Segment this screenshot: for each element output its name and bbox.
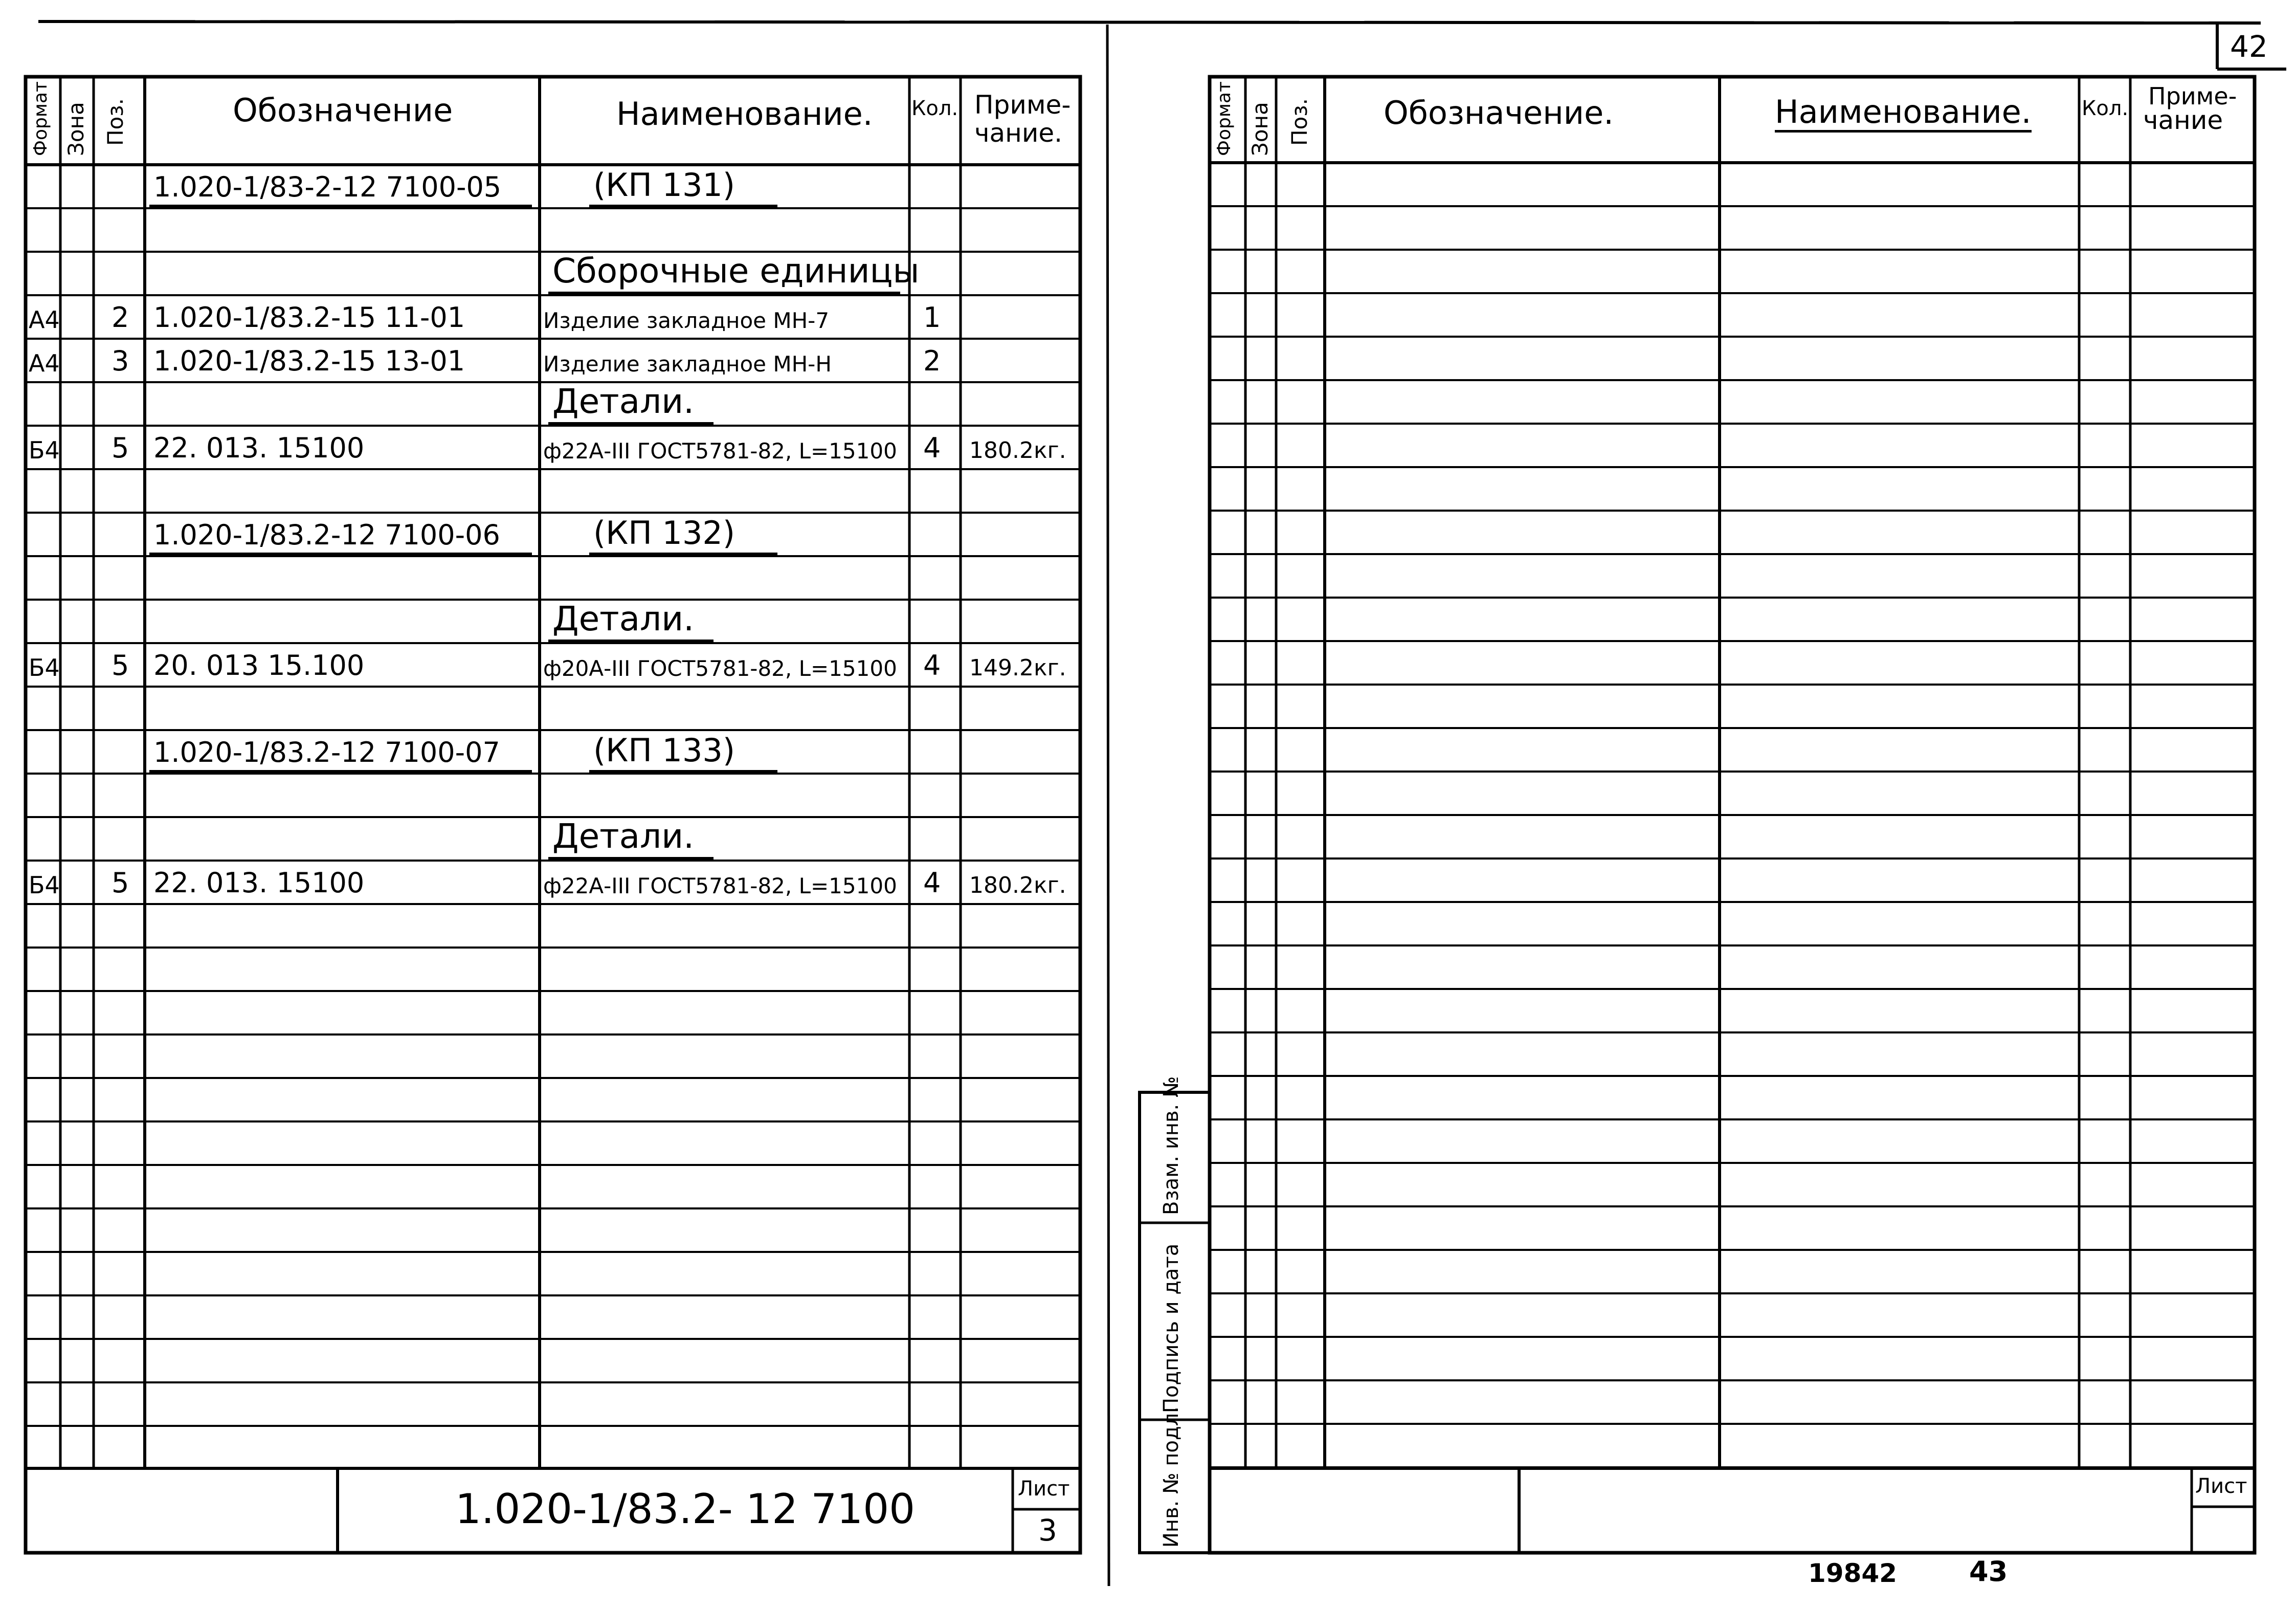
left-cell-designation: 1.020-1/83.2-15 11-01: [153, 301, 465, 334]
left-header-zone: Зона: [63, 102, 88, 156]
left-sheet-number: 3: [1038, 1513, 1057, 1548]
left-cell-pos: 3: [112, 345, 129, 377]
right-header-zone: Зона: [1247, 102, 1273, 156]
left-cell-pos: 5: [112, 867, 129, 899]
left-cell-name: Изделие закладное МН-Н: [543, 351, 832, 377]
left-cell-note: 180.2кг.: [969, 437, 1066, 464]
left-cell-designation: 22. 013. 15100: [153, 867, 365, 899]
right-header-note-2: чание: [2143, 105, 2223, 135]
left-cell-qty: 4: [923, 867, 941, 899]
left-cell-designation: 22. 013. 15100: [153, 432, 365, 464]
left-cell-name: Сборочные единицы: [552, 251, 920, 291]
right-header-format: Формат: [1214, 81, 1235, 156]
page-number: 42: [2230, 29, 2268, 64]
left-cell-name: (КП 131): [593, 166, 735, 204]
left-header-format: Формат: [30, 81, 51, 156]
left-cell-pos: 5: [112, 649, 129, 681]
left-cell-note: 180.2кг.: [969, 872, 1066, 898]
left-cell-pos: 2: [112, 301, 129, 334]
footer-page: 43: [1969, 1555, 2008, 1588]
left-cell-name: Детали.: [552, 382, 695, 421]
stamp-inv-orig: Инв. № подл.: [1160, 1406, 1183, 1548]
left-cell-name: Детали.: [552, 599, 695, 639]
left-header-note-1: Приме-: [974, 90, 1071, 120]
right-header-qty: Кол.: [2082, 97, 2129, 120]
left-cell-name: Изделие закладное МН-7: [543, 308, 830, 333]
right-header-name: Наименование.: [1775, 96, 2032, 133]
stamp-replace-inv: Взам. инв. №: [1160, 1076, 1183, 1215]
right-header-designation: Обозначение.: [1384, 94, 1614, 131]
left-header-designation: Обозначение: [233, 92, 453, 129]
left-cell-format: Б4: [29, 436, 60, 464]
left-cell-name: ф22А-III ГОСТ5781-82, L=15100: [543, 438, 897, 464]
left-cell-format: Б4: [29, 871, 60, 899]
left-cell-designation: 1.020-1/83.2-15 13-01: [153, 345, 465, 377]
left-cell-note: 149.2кг.: [969, 655, 1066, 681]
left-cell-qty: 4: [923, 432, 941, 464]
left-cell-pos: 5: [112, 432, 129, 464]
left-cell-format: А4: [29, 349, 60, 377]
left-cell-designation: 1.020-1/83.2-12 7100-06: [153, 519, 500, 551]
footer-number: 19842: [1808, 1558, 1897, 1588]
right-sheet-label: Лист: [2195, 1474, 2247, 1498]
left-cell-designation: 20. 013 15.100: [153, 649, 365, 681]
left-cell-name: ф20А-III ГОСТ5781-82, L=15100: [543, 656, 897, 681]
document-code: 1.020-1/83.2- 12 7100: [455, 1485, 915, 1533]
left-sheet-label: Лист: [1018, 1477, 1070, 1501]
left-cell-designation: 1.020-1/83.2-12 7100-07: [153, 736, 500, 768]
left-cell-name: (КП 132): [593, 514, 735, 552]
left-cell-format: Б4: [29, 654, 60, 681]
left-cell-name: (КП 133): [593, 732, 735, 769]
left-cell-name: ф22А-III ГОСТ5781-82, L=15100: [543, 873, 897, 898]
right-header-pos: Поз.: [1287, 98, 1312, 146]
left-cell-format: А4: [29, 306, 60, 334]
left-cell-name: Детали.: [552, 817, 695, 856]
left-header-note-2: чание.: [974, 118, 1063, 148]
left-header-name: Наименование.: [616, 95, 873, 133]
left-header-pos: Поз.: [103, 98, 128, 146]
left-cell-qty: 1: [923, 301, 941, 334]
stamp-sign-date: Подпись и дата: [1160, 1243, 1183, 1413]
left-cell-designation: 1.020-1/83-2-12 7100-05: [153, 171, 502, 203]
left-cell-qty: 4: [923, 649, 941, 681]
right-header-note-1: Приме-: [2148, 82, 2237, 110]
left-header-qty: Кол.: [911, 97, 958, 120]
left-cell-qty: 2: [923, 345, 941, 377]
